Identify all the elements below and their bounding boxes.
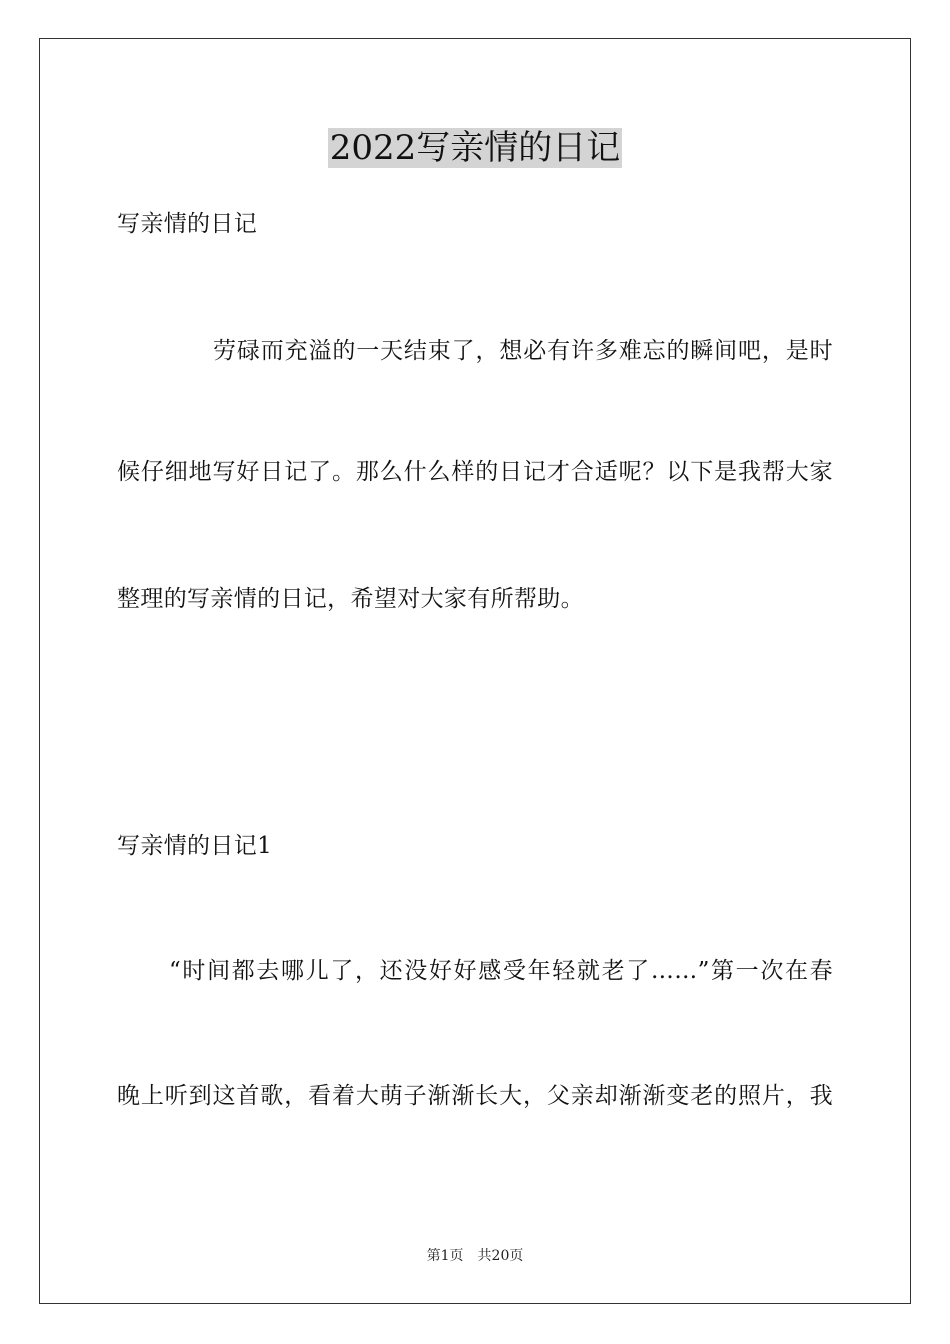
total-pages-label: 共20页 xyxy=(477,1248,524,1264)
section-heading: 写亲情的日记1 xyxy=(117,833,273,859)
intro-line-3: 整理的写亲情的日记，希望对大家有所帮助。 xyxy=(117,586,584,612)
document-subtitle: 写亲情的日记 xyxy=(117,211,258,237)
page-footer xyxy=(0,1247,950,1265)
section-line-1: “时间都去哪儿了，还没好好感受年轻就老了……”第一次在春 xyxy=(169,958,833,984)
intro-line-2: 候仔细地写好日记了。那么什么样的日记才合适呢？以下是我帮大家 xyxy=(117,459,833,485)
section-line-2: 晚上听到这首歌，看着大萌子渐渐长大，父亲却渐渐变老的照片，我 xyxy=(117,1083,833,1109)
page-number-label: 第1页 xyxy=(426,1248,464,1264)
intro-line-1: 劳碌而充溢的一天结束了，想必有许多难忘的瞬间吧，是时 xyxy=(213,338,833,364)
document-title xyxy=(0,128,950,168)
document-title-text: 2022写亲情的日记 xyxy=(329,128,621,168)
